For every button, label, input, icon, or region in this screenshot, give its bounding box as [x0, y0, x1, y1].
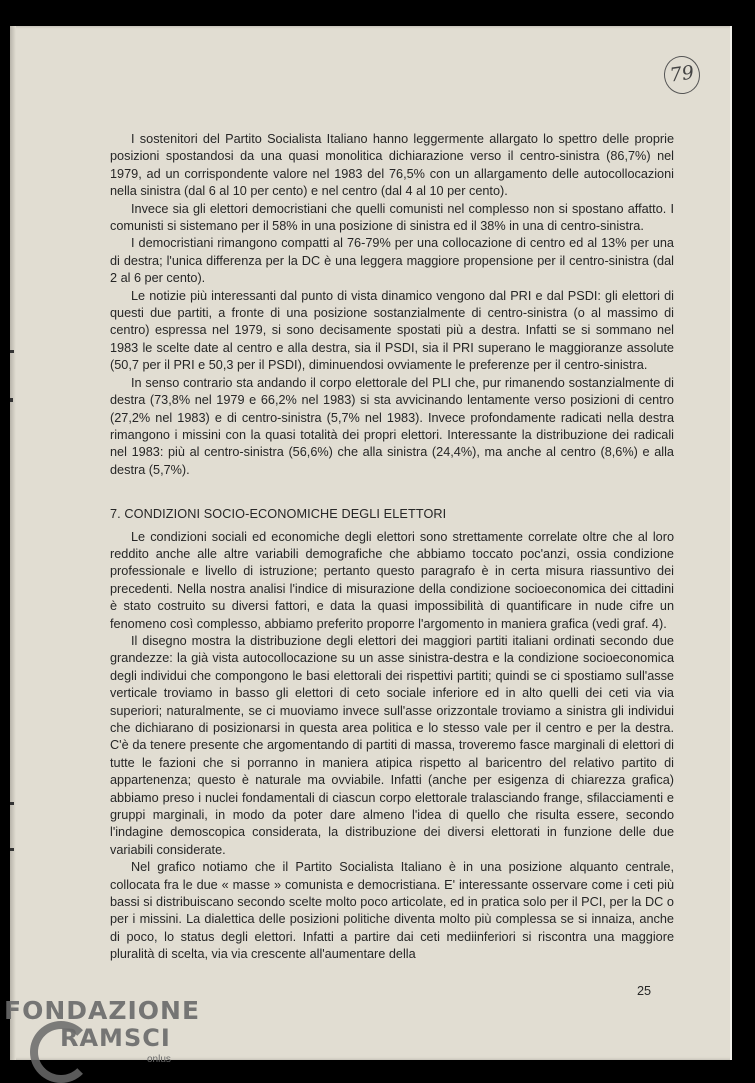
section-heading: 7. CONDIZIONI SOCIO-ECONOMICHE DEGLI ELETTORI [110, 507, 447, 522]
watermark-subtext: onlus [147, 1054, 171, 1065]
paragraph: Le notizie più interessanti dal punto di vista dinamico vengono dal PRI e dal PSDI: gli elettori di questi due partiti, a fronte di una posizione sostanzialmente di centro-sinistra (o al massimo di centro) espressa nel 1979, si sono decisamente spostati più a destra. Infatti se si sommano nel 1983 le scelte date al centro e alla destra, sia il PSDI, sia il PRI superano le maggioranze assolute (50,7 per il PRI e 50,3 per il PSDI), diminuendosi ovviamente le preferenze per il centro-sinistra. [110, 288, 674, 373]
paragraph: I sostenitori del Partito Socialista Italiano hanno leggermente allargato lo spettro delle proprie posizioni spostandosi da una quasi monolitica dichiarazione verso il centro-sinistra (86,7%) nel 1979, ad un corrispondente valore nel 1983 del 76,5% con un allargamento delle autocollocazioni nella sinistra (dal 6 al 10 per cento) e nel centro (dal 4 al 10 per cento). [110, 132, 674, 199]
watermark-text: FONDAZIONE [4, 996, 201, 1025]
paragraph: In senso contrario sta andando il corpo elettorale del PLI che, pur rimanendo sostanzialmente di destra (73,8% nel 1979 e 66,2% nel 1983) si sta avvicinando lentamente verso posizioni di centro (27,2% nel 1983) e di centro-sinistra (5,7% nel 1983). Invece profondamente radicati nella destra rimangono i missini con la quasi totalità dei propri elettori. Interessante la distribuzione dei radicali nel 1983: più al centro-sinistra (56,6%) che alla sinistra (24,4%), ma anche al centro (8,6%) e alla destra (5,7%). [110, 375, 674, 477]
body-text [110, 131, 674, 964]
page-edge [730, 26, 732, 1060]
margin-mark [10, 398, 13, 402]
watermark-text: RAMSCI [60, 1024, 171, 1052]
handwritten-folio-number: 79 [662, 54, 703, 97]
paragraph: Invece sia gli elettori democristiani che quelli comunisti nel complesso non si spostano affatto. I comunisti si sistemano per il 58% in una posizione di sinistra ed il 38% in una di centro-sinistra. [110, 201, 674, 234]
margin-mark [10, 350, 14, 353]
margin-mark [10, 802, 14, 805]
document-page [10, 26, 732, 1060]
paragraph: Le condizioni sociali ed economiche degli elettori sono strettamente correlate oltre che al loro reddito anche alle altre variabili demografiche che abbiamo toccato poc'anzi, ossia condizione professionale e livello di istruzione; pertanto questo paragrafo è in certa misura riassuntivo dei precedenti. Nella nostra analisi l'indice di misurazione della condizione socioeconomica dei cittadini è stato costruito su diversi fattori, e data la quasi impossibilità di quantificare in nude cifre un fenomeno così complesso, abbiamo preferito proporre l'argomento in maniera grafica (vedi graf. 4). [110, 529, 674, 631]
margin-mark [10, 848, 14, 851]
paragraph: Il disegno mostra la distribuzione degli elettori dei maggiori partiti italiani ordinati secondo due grandezze: la già vista autocollocazione su un asse sinistra-destra e la condizione socioeconomica degli individui che compongono le basi elettorali dei rispettivi partiti; quindi se ci spostiamo sull'asse verticale troviamo in basso gli elettori di ceto sociale inferiore ed in alto quelli dei ceti via via superiori; naturalmente, se ci muoviamo invece sull'asse orizzontale troviamo a sinistra gli individui che dichiarano di posizionarsi in questa area politica e lo stesso vale per il centro e per la destra. C'è da tenere presente che argomentando di partiti di massa, troveremo fasce marginali di elettori di tutte le fazioni che si porranno in maniera atipica rispetto al baricentro del relativo partito di appartenenza; questo è naturale ma ovviabile. Infatti (anche per esigenza di chiarezza grafica) abbiamo preso i nuclei fondamentali di ciascun corpo elettorale tralasciando frange, sfilacciamenti e gruppi marginali, in modo da poter dare almeno l'idea di quello che risulta essere, secondo l'indagine demoscopica considerata, la distribuzione dei diversi elettorati in funzione delle due variabili considerate. [110, 633, 674, 857]
paragraph: I democristiani rimangono compatti al 76-79% per una collocazione di centro ed al 13% per una di destra; l'unica differenza per la DC è una leggera maggiore propensione per il centro-sinistra (dal 2 al 6 per cento). [110, 236, 674, 286]
paragraph: Nel grafico notiamo che il Partito Socialista Italiano è in una posizione alquanto centrale, collocata fra le due « masse » comunista e democristiana. E' interessante osservare come i ceti più bassi si distribuiscano secondo scelte molto poco articolate, ed in pratica solo per il PCI, per la DC o per i missini. La dialettica delle posizioni politiche diventa molto più complessa se si innaiza, anche di poco, lo status degli elettori. Infatti a partire dai ceti mediinferiori si riscontra una maggiore pluralità di scelta, via via crescente all'aumentare della [110, 860, 674, 962]
binding-fold [10, 26, 16, 1060]
page-number: 25 [637, 984, 652, 998]
